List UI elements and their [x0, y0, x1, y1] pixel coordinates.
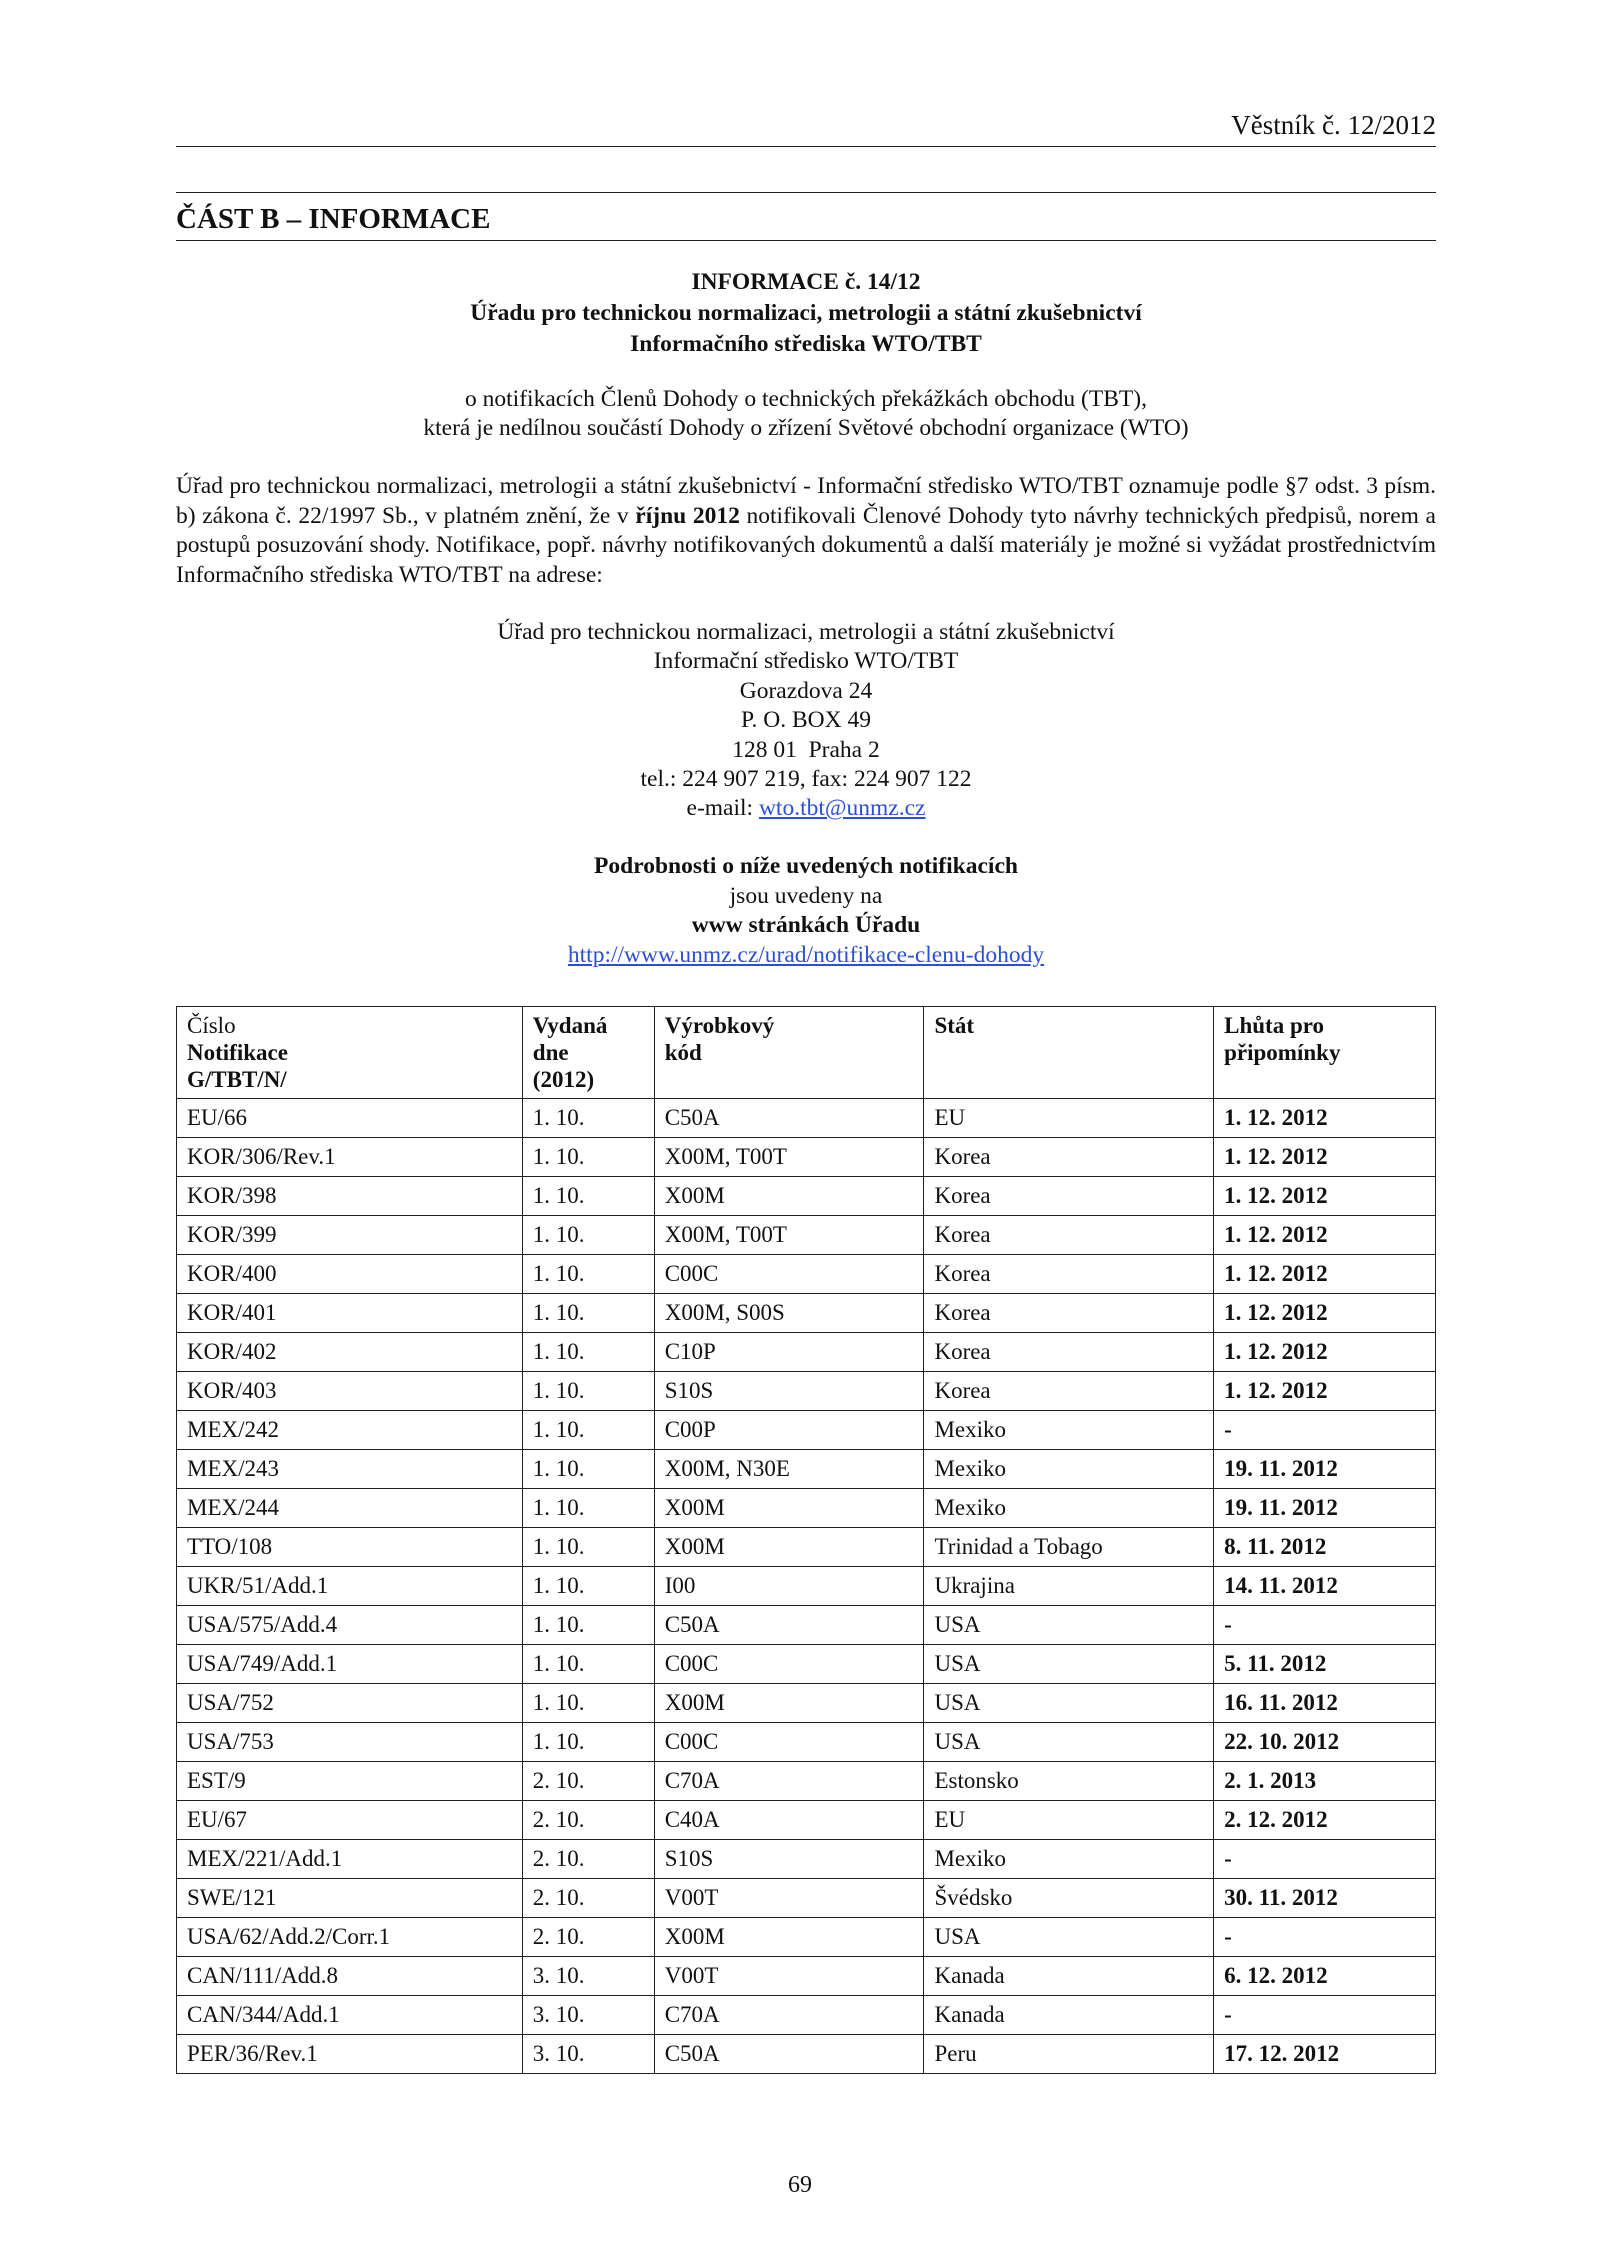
notification-number-cell: KOR/401: [177, 1294, 523, 1333]
notification-number-cell: KOR/306/Rev.1: [177, 1138, 523, 1177]
notification-number-cell: CAN/111/Add.8: [177, 1957, 523, 1996]
notification-number-cell: KOR/399: [177, 1216, 523, 1255]
notification-number-cell: KOR/398: [177, 1177, 523, 1216]
issued-date-cell: 1. 10.: [522, 1411, 654, 1450]
table-row: [177, 1762, 1436, 1801]
deadline-cell: 1. 12. 2012: [1214, 1138, 1436, 1177]
product-code-cell: C00C: [654, 1723, 924, 1762]
notification-number-cell: KOR/403: [177, 1372, 523, 1411]
header-line: Stát: [934, 1013, 975, 1038]
country-cell: Mexiko: [924, 1450, 1214, 1489]
notification-number-cell: EST/9: [177, 1762, 523, 1801]
header-line: G/TBT/N/: [187, 1067, 287, 1092]
product-code-cell: V00T: [654, 1879, 924, 1918]
issued-date-cell: 1. 10.: [522, 1294, 654, 1333]
header-line: (2012): [532, 1067, 595, 1092]
notification-number-cell: PER/36/Rev.1: [177, 2035, 523, 2074]
notification-number-cell: USA/749/Add.1: [177, 1645, 523, 1684]
address-line: Úřad pro technickou normalizaci, metrologii a státní zkušebnictví: [497, 619, 1115, 645]
country-cell: USA: [924, 1723, 1214, 1762]
notification-number-cell: KOR/400: [177, 1255, 523, 1294]
table-body: [177, 1099, 1436, 2074]
info-title: [176, 267, 1436, 360]
header-country: [924, 1007, 1214, 1099]
product-code-cell: C70A: [654, 1996, 924, 2035]
product-code-cell: X00M: [654, 1918, 924, 1957]
product-code-cell: X00M: [654, 1684, 924, 1723]
country-cell: Estonsko: [924, 1762, 1214, 1801]
deadline-cell: 1. 12. 2012: [1214, 1255, 1436, 1294]
table-row: [177, 1333, 1436, 1372]
product-code-cell: I00: [654, 1567, 924, 1606]
product-code-cell: C00P: [654, 1411, 924, 1450]
issued-date-cell: 3. 10.: [522, 1996, 654, 2035]
notification-number-cell: MEX/243: [177, 1450, 523, 1489]
deadline-cell: -: [1214, 1411, 1436, 1450]
deadline-cell: 5. 11. 2012: [1214, 1645, 1436, 1684]
product-code-cell: C70A: [654, 1762, 924, 1801]
product-code-cell: C00C: [654, 1255, 924, 1294]
table-row: [177, 1255, 1436, 1294]
about-line: o notifikacích Členů Dohody o technických překážkách obchodu (TBT),: [465, 386, 1147, 412]
country-cell: Korea: [924, 1255, 1214, 1294]
country-cell: EU: [924, 1801, 1214, 1840]
table-row: [177, 1528, 1436, 1567]
product-code-cell: X00M, T00T: [654, 1216, 924, 1255]
header-line: Výrobkový: [664, 1013, 775, 1038]
notification-number-cell: USA/753: [177, 1723, 523, 1762]
deadline-cell: 17. 12. 2012: [1214, 2035, 1436, 2074]
section-title: ČÁST B – INFORMACE: [176, 203, 491, 235]
table-row: [177, 2035, 1436, 2074]
details-url-link[interactable]: http://www.unmz.cz/urad/notifikace-clenu-dohody: [567, 941, 1045, 968]
deadline-cell: 30. 11. 2012: [1214, 1879, 1436, 1918]
table-row: [177, 1723, 1436, 1762]
issued-date-cell: 1. 10.: [522, 1684, 654, 1723]
product-code-cell: X00M: [654, 1177, 924, 1216]
intro-text: Úřad pro technickou normalizaci, metrologii a státní zkušebnictví - Informační středisko WTO/TBT oznamuje podle §7 odst. 3 písm. b) zákona č. 22/1997 Sb., v platném znění, že v: [176, 473, 1436, 529]
info-title-line: Informačního střediska WTO/TBT: [630, 331, 982, 357]
about-notifications: [176, 385, 1436, 443]
country-cell: Korea: [924, 1372, 1214, 1411]
section-rule-top: [176, 192, 1436, 193]
deadline-cell: 1. 12. 2012: [1214, 1177, 1436, 1216]
issued-date-cell: 2. 10.: [522, 1801, 654, 1840]
country-cell: Mexiko: [924, 1840, 1214, 1879]
notifications-table: [176, 1006, 1436, 2074]
issued-date-cell: 1. 10.: [522, 1099, 654, 1138]
issued-date-cell: 2. 10.: [522, 1840, 654, 1879]
deadline-cell: 8. 11. 2012: [1214, 1528, 1436, 1567]
header-line: dne: [532, 1040, 569, 1065]
issued-date-cell: 1. 10.: [522, 1723, 654, 1762]
notification-number-cell: MEX/242: [177, 1411, 523, 1450]
deadline-cell: -: [1214, 1996, 1436, 2035]
issued-date-cell: 1. 10.: [522, 1606, 654, 1645]
header-issued-date: [522, 1007, 654, 1099]
issued-date-cell: 1. 10.: [522, 1567, 654, 1606]
product-code-cell: X00M: [654, 1489, 924, 1528]
product-code-cell: X00M: [654, 1528, 924, 1567]
product-code-cell: C50A: [654, 1606, 924, 1645]
issued-date-cell: 1. 10.: [522, 1138, 654, 1177]
table-row: [177, 1645, 1436, 1684]
issued-date-cell: 3. 10.: [522, 2035, 654, 2074]
deadline-cell: 2. 1. 2013: [1214, 1762, 1436, 1801]
notification-number-cell: EU/67: [177, 1801, 523, 1840]
country-cell: Korea: [924, 1294, 1214, 1333]
email-label: e-mail:: [686, 795, 759, 822]
country-cell: Mexiko: [924, 1411, 1214, 1450]
notification-number-cell: SWE/121: [177, 1879, 523, 1918]
country-cell: Švédsko: [924, 1879, 1214, 1918]
issued-date-cell: 1. 10.: [522, 1255, 654, 1294]
country-cell: Mexiko: [924, 1489, 1214, 1528]
address-line: Informační středisko WTO/TBT: [653, 648, 959, 675]
info-title-line: Úřadu pro technickou normalizaci, metrologii a státní zkušebnictví: [470, 300, 1142, 326]
table-row: [177, 1567, 1436, 1606]
table-row: [177, 1489, 1436, 1528]
address-line: tel.: 224 907 219, fax: 224 907 122: [640, 766, 972, 793]
issued-date-cell: 2. 10.: [522, 1879, 654, 1918]
header-line: připomínky: [1224, 1040, 1341, 1065]
details-line: www stránkách Úřadu: [691, 912, 921, 938]
product-code-cell: V00T: [654, 1957, 924, 1996]
deadline-cell: 16. 11. 2012: [1214, 1684, 1436, 1723]
table-row: [177, 1372, 1436, 1411]
notification-number-cell: KOR/402: [177, 1333, 523, 1372]
product-code-cell: C40A: [654, 1801, 924, 1840]
deadline-cell: -: [1214, 1606, 1436, 1645]
issued-date-cell: 1. 10.: [522, 1450, 654, 1489]
deadline-cell: 19. 11. 2012: [1214, 1489, 1436, 1528]
deadline-cell: 6. 12. 2012: [1214, 1957, 1436, 1996]
intro-month: říjnu 2012: [635, 502, 740, 529]
deadline-cell: 19. 11. 2012: [1214, 1450, 1436, 1489]
table-row: [177, 1606, 1436, 1645]
issued-date-cell: 1. 10.: [522, 1528, 654, 1567]
country-cell: EU: [924, 1099, 1214, 1138]
issued-date-cell: 2. 10.: [522, 1918, 654, 1957]
deadline-cell: -: [1214, 1918, 1436, 1957]
header-comment-deadline: [1214, 1007, 1436, 1099]
country-cell: Kanada: [924, 1996, 1214, 2035]
header-line: kód: [664, 1040, 702, 1065]
table-row: [177, 1450, 1436, 1489]
table-row: [177, 1879, 1436, 1918]
notification-number-cell: UKR/51/Add.1: [177, 1567, 523, 1606]
country-cell: USA: [924, 1606, 1214, 1645]
deadline-cell: 1. 12. 2012: [1214, 1216, 1436, 1255]
country-cell: Korea: [924, 1138, 1214, 1177]
table-row: [177, 1918, 1436, 1957]
country-cell: USA: [924, 1645, 1214, 1684]
header-line: Lhůta pro: [1224, 1013, 1325, 1038]
issued-date-cell: 2. 10.: [522, 1762, 654, 1801]
country-cell: Ukrajina: [924, 1567, 1214, 1606]
product-code-cell: C50A: [654, 1099, 924, 1138]
page-number: 69: [788, 2172, 812, 2198]
product-code-cell: C50A: [654, 2035, 924, 2074]
notification-number-cell: TTO/108: [177, 1528, 523, 1567]
issued-date-cell: 1. 10.: [522, 1645, 654, 1684]
notification-number-cell: MEX/221/Add.1: [177, 1840, 523, 1879]
notification-number-cell: USA/62/Add.2/Corr.1: [177, 1918, 523, 1957]
product-code-cell: S10S: [654, 1840, 924, 1879]
details-line: jsou uvedeny na: [729, 882, 883, 909]
details-info: [176, 852, 1436, 970]
header-notification-number: [177, 1007, 523, 1099]
intro-paragraph: [176, 472, 1436, 590]
country-cell: Trinidad a Tobago: [924, 1528, 1214, 1567]
product-code-cell: X00M, S00S: [654, 1294, 924, 1333]
about-line: která je nedílnou součástí Dohody o zřízení Světové obchodní organizace (WTO): [423, 415, 1189, 441]
journal-issue: Věstník č. 12/2012: [1231, 110, 1436, 140]
country-cell: Korea: [924, 1216, 1214, 1255]
email-line: [176, 794, 1436, 823]
issued-date-cell: 1. 10.: [522, 1333, 654, 1372]
product-code-cell: C00C: [654, 1645, 924, 1684]
notification-number-cell: EU/66: [177, 1099, 523, 1138]
country-cell: USA: [924, 1918, 1214, 1957]
table-row: [177, 1138, 1436, 1177]
header-line: Notifikace: [187, 1040, 288, 1065]
deadline-cell: 1. 12. 2012: [1214, 1099, 1436, 1138]
product-code-cell: X00M, T00T: [654, 1138, 924, 1177]
deadline-cell: 22. 10. 2012: [1214, 1723, 1436, 1762]
table-row: [177, 1996, 1436, 2035]
table-row: [177, 1411, 1436, 1450]
table-header-row: [177, 1007, 1436, 1099]
email-link[interactable]: wto.tbt@unmz.cz: [758, 795, 926, 822]
header-line: Vydaná: [532, 1013, 608, 1038]
deadline-cell: 1. 12. 2012: [1214, 1333, 1436, 1372]
deadline-cell: 14. 11. 2012: [1214, 1567, 1436, 1606]
deadline-cell: 1. 12. 2012: [1214, 1372, 1436, 1411]
issued-date-cell: 1. 10.: [522, 1177, 654, 1216]
deadline-cell: 2. 12. 2012: [1214, 1801, 1436, 1840]
table-row: [177, 1216, 1436, 1255]
country-cell: Kanada: [924, 1957, 1214, 1996]
details-line: Podrobnosti o níže uvedených notifikacích: [594, 853, 1018, 879]
section-rule-bottom: [176, 240, 1436, 241]
product-code-cell: S10S: [654, 1372, 924, 1411]
notification-number-cell: CAN/344/Add.1: [177, 1996, 523, 2035]
address-line: P. O. BOX 49: [741, 707, 871, 734]
table-row: [177, 1177, 1436, 1216]
table-row: [177, 1684, 1436, 1723]
intro-text: notifikovali Členové Dohody tyto návrhy technických předpisů, norem a postupů posuzování shody. Notifikace, popř. návrhy notifikovaných dokumentů a další materiály je možné si vyžádat prostřednictvím Informačního střediska WTO/TBT na adrese:: [176, 502, 1436, 588]
header-product-code: [654, 1007, 924, 1099]
table-row: [177, 1840, 1436, 1879]
country-cell: Korea: [924, 1333, 1214, 1372]
header-rule: [176, 146, 1436, 147]
address-line: Gorazdova 24: [739, 677, 873, 704]
country-cell: USA: [924, 1684, 1214, 1723]
product-code-cell: X00M, N30E: [654, 1450, 924, 1489]
country-cell: Peru: [924, 2035, 1214, 2074]
table-row: [177, 1294, 1436, 1333]
address-line: 128 01 Praha 2: [732, 736, 880, 763]
notification-number-cell: USA/752: [177, 1684, 523, 1723]
deadline-cell: -: [1214, 1840, 1436, 1879]
contact-address: [176, 618, 1436, 824]
deadline-cell: 1. 12. 2012: [1214, 1294, 1436, 1333]
issued-date-cell: 1. 10.: [522, 1489, 654, 1528]
product-code-cell: C10P: [654, 1333, 924, 1372]
issued-date-cell: 3. 10.: [522, 1957, 654, 1996]
notification-number-cell: USA/575/Add.4: [177, 1606, 523, 1645]
issued-date-cell: 1. 10.: [522, 1216, 654, 1255]
table-row: [177, 1801, 1436, 1840]
notification-number-cell: MEX/244: [177, 1489, 523, 1528]
info-title-line: INFORMACE č. 14/12: [691, 269, 921, 295]
table-row: [177, 1099, 1436, 1138]
table-row: [177, 1957, 1436, 1996]
country-cell: Korea: [924, 1177, 1214, 1216]
issued-date-cell: 1. 10.: [522, 1372, 654, 1411]
header-line: Číslo: [187, 1013, 236, 1038]
